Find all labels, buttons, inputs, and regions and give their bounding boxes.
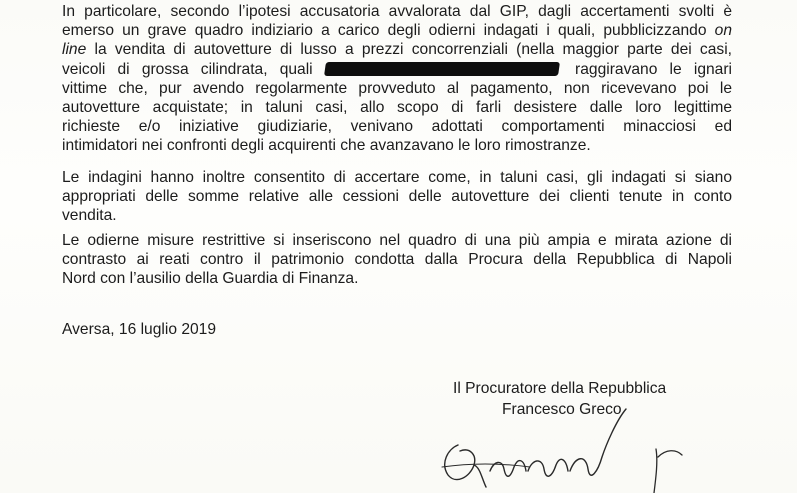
text-segment: veicoli di grossa cilindrata, quali	[62, 60, 313, 78]
text-line: vendita.	[62, 207, 117, 225]
paragraph-3	[62, 231, 732, 289]
text-line: richieste e/o iniziative giudiziarie, venivano adottati comportamenti minacciosi ed	[62, 118, 732, 136]
text-line: In particolare, secondo l’ipotesi accusatoria avvalorata dal GIP, dagli accertamenti svolti è	[62, 3, 732, 20]
text-segment: raggiravano le ignari	[575, 60, 733, 78]
text-line: intimidatori nei confronti degli acquirenti che avanzavano le loro rimostranze.	[62, 137, 591, 155]
paragraph-2	[62, 168, 732, 226]
text-line-redacted	[62, 60, 732, 79]
text-line: Le indagini hanno inoltre consentito di accertare come, in taluni casi, gli indagati si siano	[62, 169, 732, 186]
text-line: vittime che, pur avendo regolarmente provveduto al pagamento, non ricevevano poi le	[62, 79, 732, 97]
text-line	[62, 40, 732, 59]
text-line: Le odierne misure restrittive si inseriscono nel quadro di una più ampia e mirata azione di	[62, 232, 732, 249]
paragraph-1	[62, 2, 732, 156]
italic-text: line	[62, 41, 87, 59]
italic-text: on	[714, 22, 732, 40]
handwritten-signature	[430, 405, 700, 493]
document-date: Aversa, 16 luglio 2019	[62, 321, 217, 338]
text-segment: emerso un grave quadro indiziario a carico degli odierni indagati i quali, pubblicizzando on	[62, 22, 732, 40]
text-line: autovetture acquistate; in taluni casi, allo scopo di farli desistere dalle loro legittime	[62, 98, 732, 116]
text-line: contrasto ai reati contro il patrimonio condotta dalla Procura della Repubblica di Napoli	[62, 251, 732, 269]
signatory-title: Il Procuratore della Repubblica	[453, 380, 667, 397]
text-line	[62, 21, 732, 40]
text-segment: line la vendita di autovetture di lusso a prezzi concorrenziali (nella maggior parte dei casi,	[62, 41, 732, 59]
text-line: appropriati delle somme relative alle cessioni delle autovetture dei clienti tenute in conto	[62, 188, 732, 206]
signatory-name: Francesco Greco	[502, 401, 622, 418]
redaction-bar	[324, 62, 560, 76]
text-line: Nord con l’ausilio della Guardia di Finanza.	[62, 270, 359, 288]
